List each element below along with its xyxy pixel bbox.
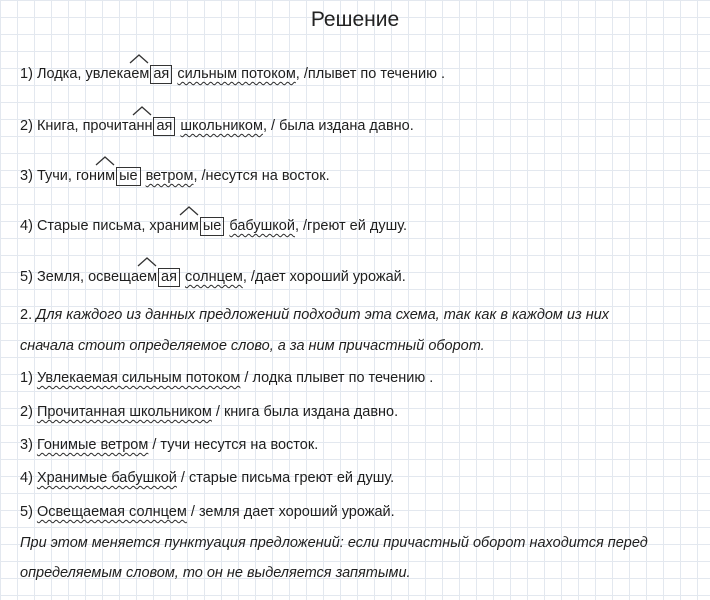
- sentence-2: [20, 116, 414, 136]
- sentence-rest: / тучи несутся на восток.: [148, 437, 319, 453]
- sentence-number: 5): [20, 269, 33, 285]
- sentence-rest: / старые письма греют ей душу.: [176, 470, 395, 486]
- word-stem: Тучи, гоним: [37, 166, 115, 186]
- participle-phrase: Гонимые ветром: [36, 437, 149, 453]
- sentence-rest: , / была издана давно.: [262, 118, 414, 134]
- ending-box: ая: [153, 117, 175, 136]
- participle-phrase: Прочитанная школьником: [36, 404, 212, 420]
- sentence-number: 5): [20, 504, 33, 520]
- ending-box: ая: [150, 65, 172, 84]
- sentence-1: [20, 64, 445, 84]
- sentence-number: 2): [20, 118, 33, 134]
- sentence-rest: , /греют ей душу.: [294, 218, 408, 234]
- participle-phrase: ветром: [145, 168, 194, 184]
- transformed-sentence-3: [20, 435, 318, 455]
- sentence-number: 1): [20, 370, 33, 386]
- sentence-rest: / книга была издана давно.: [211, 404, 399, 420]
- sentence-number: 4): [20, 218, 33, 234]
- sentence-rest: , /плывет по течению .: [295, 66, 446, 82]
- sentence-number: 3): [20, 437, 33, 453]
- conclusion-line-2: определяемым словом, то он не выделяется запятыми.: [20, 565, 411, 581]
- explanation-line-1: [20, 305, 609, 325]
- participle-phrase: Увлекаемая сильным потоком: [36, 370, 241, 386]
- participle-phrase: Освещаемая солнцем: [36, 504, 187, 520]
- word-stem: Земля, освещаем: [37, 267, 157, 287]
- participle-phrase: солнцем: [185, 269, 243, 285]
- word-stem: Старые письма, храним: [37, 216, 199, 236]
- explanation-text: Для каждого из данных предложений подходит эта схема, так как в каждом из них: [36, 307, 610, 323]
- conclusion-line-1: При этом меняется пунктуация предложений: если причастный оборот находится перед: [20, 535, 648, 551]
- suffix-arc-icon: [132, 106, 152, 116]
- participle-phrase: сильным потоком: [177, 66, 296, 82]
- sentence-rest: , /дает хороший урожай.: [242, 269, 406, 285]
- explanation-line-2: сначала стоит определяемое слово, а за ним причастный оборот.: [20, 338, 485, 354]
- participle-phrase: Хранимые бабушкой: [36, 470, 177, 486]
- sentence-number: 1): [20, 66, 33, 82]
- sentence-number: 3): [20, 168, 33, 184]
- sentence-4: [20, 216, 407, 236]
- sentence-rest: / земля дает хороший урожай.: [186, 504, 395, 520]
- participle-phrase: школьником: [180, 118, 263, 134]
- part-number: 2.: [20, 307, 33, 323]
- ending-box: ые: [200, 217, 225, 236]
- sentence-rest: , /несутся на восток.: [193, 168, 330, 184]
- sentence-number: 2): [20, 404, 33, 420]
- page-title: Решение: [310, 8, 400, 31]
- transformed-sentence-2: [20, 402, 398, 422]
- sentence-number: 4): [20, 470, 33, 486]
- transformed-sentence-5: [20, 502, 395, 522]
- transformed-sentence-4: [20, 468, 394, 488]
- participle-phrase: бабушкой: [229, 218, 295, 234]
- suffix-arc-icon: [179, 206, 199, 216]
- ending-box: ая: [158, 268, 180, 287]
- sentence-rest: / лодка плывет по течению .: [240, 370, 434, 386]
- suffix-arc-icon: [137, 257, 157, 267]
- word-stem: Лодка, увлекаем: [37, 64, 149, 84]
- transformed-sentence-1: [20, 368, 433, 388]
- sentence-5: [20, 267, 406, 287]
- word-stem: Книга, прочитанн: [37, 116, 153, 136]
- suffix-arc-icon: [95, 156, 115, 166]
- suffix-arc-icon: [129, 54, 149, 64]
- sentence-3: [20, 166, 330, 186]
- ending-box: ые: [116, 167, 141, 186]
